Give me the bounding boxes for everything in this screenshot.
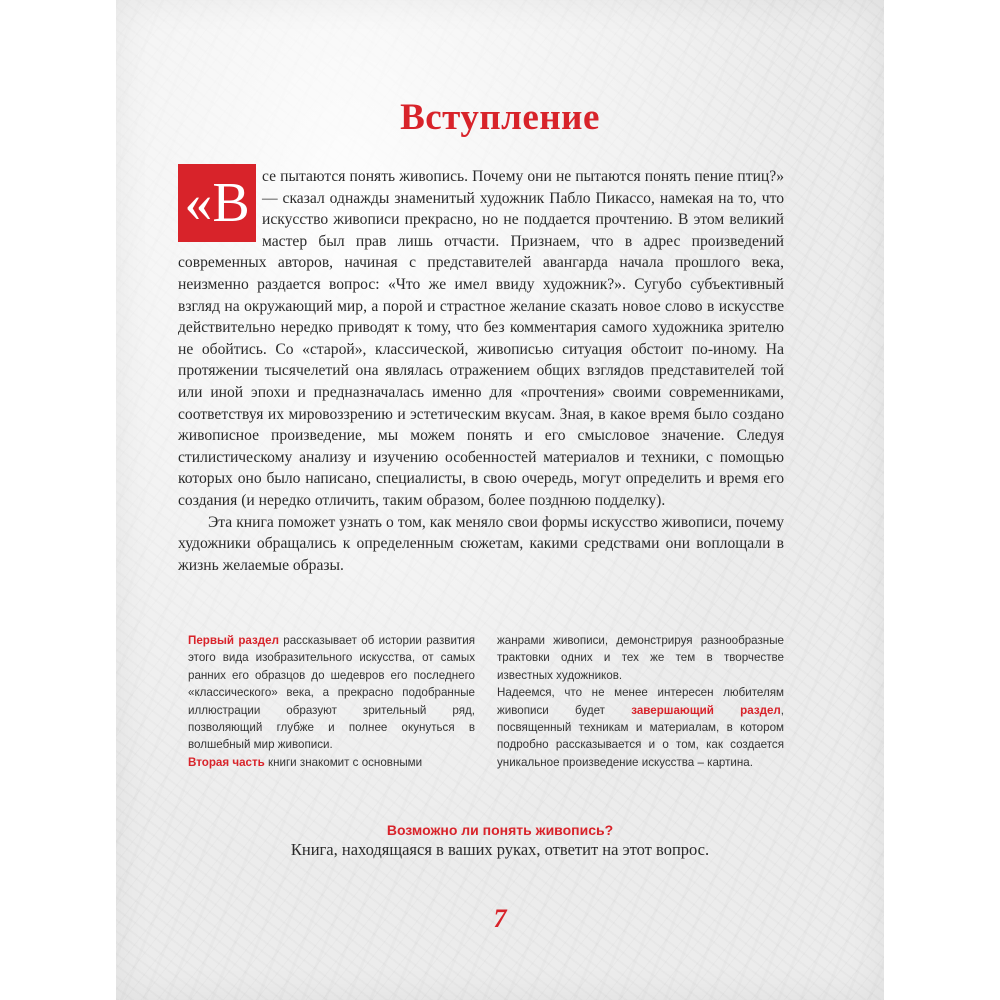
first-section-highlight: Первый раздел	[188, 634, 279, 647]
summary-columns	[188, 632, 784, 771]
second-section-text: книги знакомит с основными	[264, 755, 423, 769]
first-section-paragraph	[188, 632, 475, 754]
second-section-paragraph	[188, 754, 475, 771]
intro-paragraph-2: Эта книга поможет узнать о том, как меняло свои формы искусство живописи, почему художники обращались к определенным сюжетам, какими средствами они воплощали в жизнь желаемые образы.	[178, 513, 784, 574]
drop-cap: «В	[178, 164, 256, 242]
second-section-highlight: Вторая часть	[188, 755, 265, 769]
intro-paragraph-1: се пытаются понять живопись. Почему они не пытаются понять пение птиц?» — сказал однажды знаменитый художник Пабло Пикассо, намекая на то, что искусство живописи прекрасно, но не поддается прочтению. В этом великий мастер был прав лишь отчасти. Признаем, что в адрес произведений современных авторов, начиная с представителей авангарда начала прошлого века, неизменно раздается вопрос: «Что же имел ввиду художник?». Сугубо субъективный взгляд на окружающий мир, а порой и страстное желание сказать новое слово в искусстве действительно нередко приводят к тому, что без комментария самого художника зрителю не обойтись. Со «старой», классической, живописью ситуация обстоит по-иному. На протяжении тысячелетий она являлась отражением общих взглядов представителей той или иной эпохи и предназначалась именно для «прочтения» своими современниками, соответствуя их мировоззрению и эстетическим вкусам. Зная, в какое время было создано живописное произведение, мы можем понять и его смысловое значение. Следуя стилистическому анализу и изучению особенностей материалов и техники, с помощью которых оно было написано, специалисты, в свою очередь, могут определить и время его создания (и нередко отличить, таким образом, более позднюю подделку).	[178, 168, 784, 509]
summary-column-left	[188, 632, 475, 771]
page-title: Вступление	[400, 97, 600, 138]
final-section-text-b: , посвященный техникам и материалам, в котором подробно рассказывается и о том, как создается уникальное произведение искусства – картина.	[497, 703, 784, 769]
closing-answer: Книга, находящаяся в ваших руках, ответит на этот вопрос.	[290, 840, 710, 859]
genres-paragraph: жанрами живописи, демонстрируя разнообразные трактовки одних и тех же тем в творчестве известных художников.	[497, 634, 784, 682]
final-section-highlight: завершающий раздел	[631, 703, 781, 717]
intro-text	[178, 166, 784, 576]
page-number: 7	[493, 904, 507, 933]
first-section-text: рассказывает об истории развития этого вида изобразительного искусства, от самых ранних его образцов до шедевров его последнего «классического» века, а прекрасно подобранные иллюстрации образуют зрительный ряд, позволяющий глубже и полнее окунуться в волшебный мир живописи.	[188, 634, 475, 752]
final-section-text-a: Надеемся, что не менее интересен любителям живописи будет	[497, 686, 784, 717]
final-section-paragraph	[497, 684, 784, 771]
summary-column-right	[497, 632, 784, 771]
closing-question: Возможно ли понять живопись?	[386, 822, 614, 838]
